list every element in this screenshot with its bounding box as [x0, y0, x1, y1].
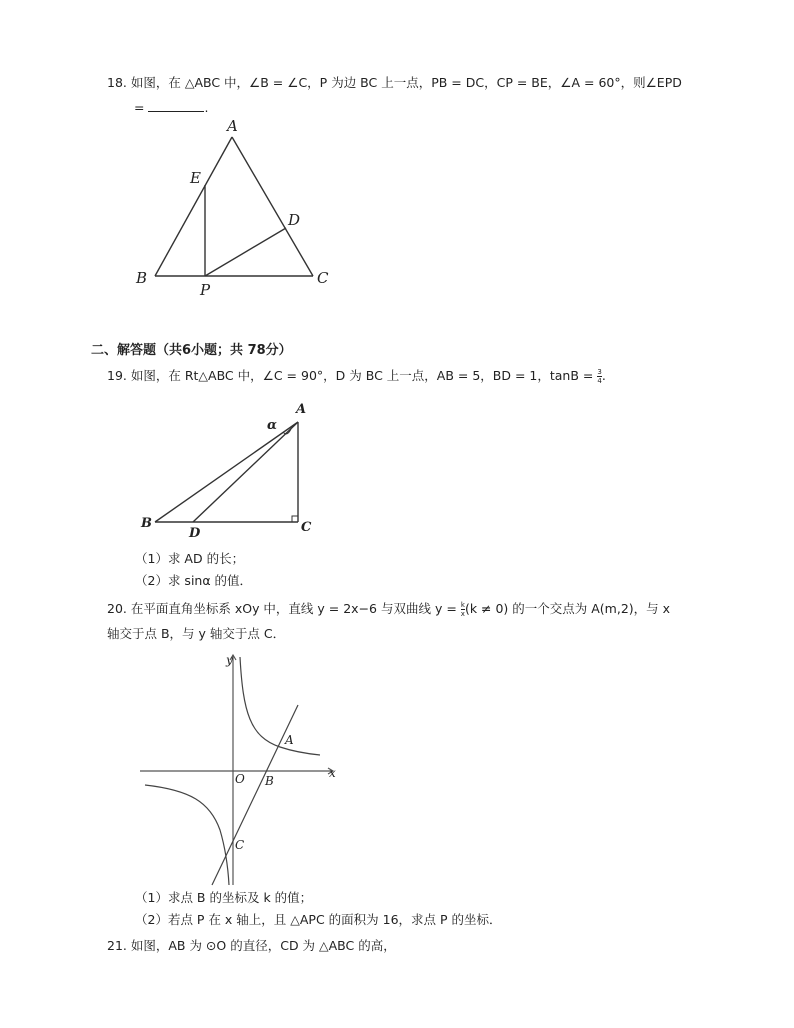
label-a: A [296, 402, 307, 417]
q20-statement-b: (k ≠ 0) 的一个交点为 A(m,2)，与 x [464, 601, 671, 616]
side-ac [232, 137, 313, 276]
label-d: D [288, 211, 301, 229]
q18-text: 18. 如图，在 △ABC 中，∠B = ∠C，P 为边 BC 上一点，PB = DC，CP = BE，∠A = 60°，则∠EPD [107, 75, 682, 90]
q19-right-triangle-figure [135, 395, 345, 545]
q18-equals: = [134, 100, 145, 115]
q19-statement: 19. 如图，在 Rt△ABC 中，∠C = 90°，D 为 BC 上一点，AB = 5，BD = 1，tanB = [107, 368, 594, 383]
label-d: D [189, 526, 201, 541]
q19-frac-num: 3 [597, 368, 602, 376]
q20-coordinate-figure [140, 652, 340, 887]
side-ab [155, 137, 232, 276]
q18-triangle-figure [120, 115, 350, 300]
right-angle-mark [292, 516, 298, 522]
q20-statement-a: 20. 在平面直角坐标系 xOy 中，直线 y = 2x−6 与双曲线 y = [107, 601, 457, 616]
label-alpha: α [267, 418, 278, 433]
q20-sub1: （1）求点 B 的坐标及 k 的值； [135, 890, 313, 905]
label-x: x [329, 766, 336, 780]
hyperbola-lower-branch [145, 785, 229, 885]
label-c: C [235, 838, 245, 852]
q18-answer-blank [148, 99, 204, 112]
label-p: P [200, 281, 211, 299]
label-a: A [227, 117, 238, 135]
label-o: O [235, 772, 245, 786]
q19-sub2: （2）求 sinα 的值． [135, 573, 253, 588]
label-b: B [136, 269, 148, 287]
label-c: C [317, 269, 329, 287]
q21-text: 21. 如图，AB 为 ⊙O 的直径，CD 为 △ABC 的高， [107, 938, 396, 953]
q19-frac-den: 4 [597, 377, 602, 385]
q20-frac-den: x [460, 610, 465, 618]
hyperbola-upper-branch [240, 657, 320, 755]
q18-period: . [204, 100, 209, 115]
q20-frac-num: k [460, 601, 465, 609]
label-b: B [141, 516, 152, 531]
q19-period: . [601, 368, 606, 383]
label-e: E [190, 169, 201, 187]
side-ab [155, 422, 298, 522]
q20-line2: 轴交于点 B，与 y 轴交于点 C． [107, 626, 286, 641]
label-c: C [301, 520, 312, 535]
line-y-2x-6 [212, 705, 298, 885]
q19-text [107, 367, 606, 385]
label-a: A [285, 733, 294, 747]
section-title: 二、解答题（共6小题；共 78分） [91, 343, 292, 358]
label-y: y [226, 653, 233, 667]
q19-sub1: （1）求 AD 的长； [135, 551, 245, 566]
segment-ad [193, 422, 298, 522]
segment-pd [205, 228, 286, 276]
q20-sub2: （2）若点 P 在 x 轴上，且 △APC 的面积为 16，求点 P 的坐标． [135, 912, 502, 927]
q20-text [107, 600, 670, 618]
label-b: B [265, 774, 274, 788]
